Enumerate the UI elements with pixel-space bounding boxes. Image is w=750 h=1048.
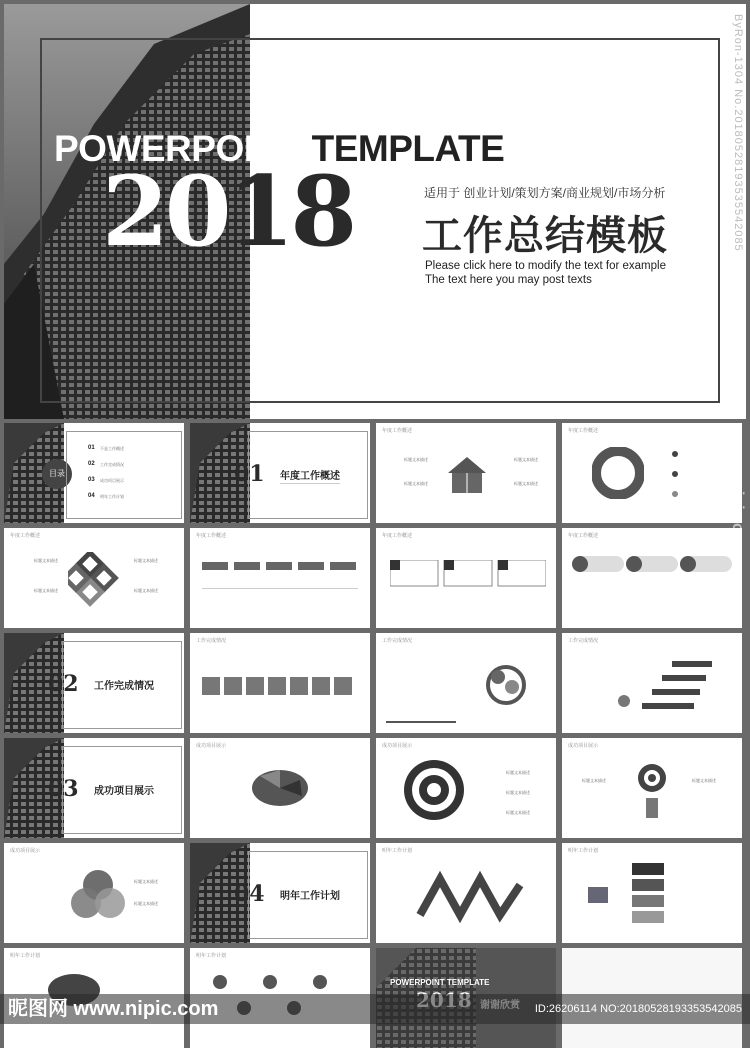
slide-label: 成功项目展示 (568, 743, 599, 749)
toc-num-4: 04 (88, 493, 95, 499)
slide-label: 明年工作计划 (196, 953, 227, 959)
slide-person-target[interactable] (562, 738, 742, 838)
image-id-text: ID:26206114 NO:20180528193353542085 (534, 1003, 742, 1015)
section-title: 明年工作计划 (280, 891, 340, 902)
slide-boxes[interactable] (376, 528, 556, 628)
stairs-diagram (612, 653, 732, 723)
gear-bulb-icon (476, 653, 536, 713)
slide-label: 成功项目展示 (382, 743, 413, 749)
toc-item-4: 明年工作计划 (100, 494, 124, 499)
brain-icon (250, 766, 310, 810)
hero-description: Please click here to modify the text for example The text here you may post texts (425, 260, 666, 286)
slide-section-1[interactable] (190, 423, 370, 523)
section-title: 工作完成情况 (94, 681, 154, 692)
slide-pills[interactable] (562, 528, 742, 628)
slide-label: 年度工作概述 (568, 533, 599, 539)
slide-stairs[interactable] (562, 633, 742, 733)
bullet-dots (670, 449, 680, 499)
toc-frame (66, 431, 182, 519)
item-text: 标题文本描述 (34, 558, 58, 563)
slide-label: 工作完成情况 (382, 638, 413, 644)
target-icon (402, 758, 466, 822)
toc-item-2: 工作完成情况 (100, 462, 124, 467)
slide-label: 年度工作概述 (382, 428, 413, 434)
item-text: 标题文本描述 (506, 770, 530, 775)
section-number: 01 (234, 461, 265, 487)
hero-main-title: 工作总结模板 (422, 214, 668, 258)
slide-zigzag[interactable] (376, 843, 556, 943)
item-text: 标题文本描述 (404, 457, 428, 462)
hero-title: POWERPOINT TEMPLATE (54, 128, 505, 169)
step-row (202, 677, 358, 697)
slide-label: 明年工作计划 (568, 848, 599, 854)
slide-house[interactable] (376, 423, 556, 523)
toc-num-3: 03 (88, 477, 95, 483)
item-text: 标题文本描述 (514, 481, 538, 486)
slide-label: 年度工作概述 (382, 533, 413, 539)
slide-target[interactable] (376, 738, 556, 838)
pill-row (572, 554, 732, 574)
hero-year: 2018 (102, 155, 354, 268)
divider (280, 483, 340, 484)
zigzag-arrow (416, 865, 526, 925)
hero-side-watermark: ByRon-1304 No.20180528193535542085 (732, 14, 744, 252)
item-text: 标题文本描述 (134, 558, 158, 563)
toc-item-1: 不是工作概述 (100, 446, 124, 451)
item-text: 标题文本描述 (514, 457, 538, 462)
section-number: 03 (48, 776, 79, 802)
slide-brain[interactable] (190, 738, 370, 838)
item-text: 标题文本描述 (582, 778, 606, 783)
toc-num-1: 01 (88, 445, 95, 451)
section-title: 年度工作概述 (280, 471, 340, 482)
section-number: 02 (48, 671, 79, 697)
slide-label: 成功项目展示 (10, 848, 41, 854)
slide-label: 工作完成情况 (196, 638, 227, 644)
slide-label: 工作完成情况 (568, 638, 599, 644)
slide-label: 年度工作概述 (568, 428, 599, 434)
toc-num-2: 02 (88, 461, 95, 467)
venn-diagram (70, 867, 126, 923)
divider (202, 588, 358, 589)
site-logo: 昵图网 www.nipic.com (8, 998, 219, 1020)
item-text: 标题文本描述 (34, 588, 58, 593)
house-icon (446, 455, 488, 495)
slide-gears[interactable] (376, 633, 556, 733)
item-text: 标题文本描述 (506, 810, 530, 815)
cycle-diagram (592, 447, 644, 499)
slide-toc[interactable] (4, 423, 184, 523)
section-title: 成功项目展示 (94, 786, 154, 797)
item-text: 标题文本描述 (134, 588, 158, 593)
toc-item-3: 成功项目展示 (100, 478, 124, 483)
side-watermark: www.nipic.com (729, 440, 746, 556)
slide-label: 明年工作计划 (10, 953, 41, 959)
slide-label: 成功项目展示 (196, 743, 227, 749)
hero-slide (4, 4, 746, 419)
slide-section-3[interactable] (4, 738, 184, 838)
slide-label: 年度工作概述 (196, 533, 227, 539)
box-row (390, 560, 546, 590)
slide-diamonds[interactable] (4, 528, 184, 628)
slide-banners[interactable] (190, 528, 370, 628)
divider (386, 721, 456, 723)
funnel-diagram (582, 859, 682, 929)
toc-label: 目录 (42, 459, 72, 489)
item-text: 标题文本描述 (134, 901, 158, 906)
slide-venn[interactable] (4, 843, 184, 943)
slide-section-2[interactable] (4, 633, 184, 733)
item-text: 标题文本描述 (404, 481, 428, 486)
item-text: 标题文本描述 (134, 879, 158, 884)
slide-grid (4, 423, 746, 1024)
slide-cycle[interactable] (562, 423, 742, 523)
slide-label: 明年工作计划 (382, 848, 413, 854)
slide-section-4[interactable] (190, 843, 370, 943)
slide-steps[interactable] (190, 633, 370, 733)
diamond-diagram (68, 552, 124, 608)
item-text: 标题文本描述 (692, 778, 716, 783)
slide-funnel[interactable] (562, 843, 742, 943)
person-target-icon (632, 762, 672, 832)
hero-subtitle: 适用于 创业计划/策划方案/商业规划/市场分析 (424, 186, 666, 200)
banner-row (202, 558, 362, 574)
ending-title: POWERPOINT TEMPLATE (390, 978, 490, 987)
section-number: 04 (234, 881, 265, 907)
slide-label: 年度工作概述 (10, 533, 41, 539)
item-text: 标题文本描述 (506, 790, 530, 795)
